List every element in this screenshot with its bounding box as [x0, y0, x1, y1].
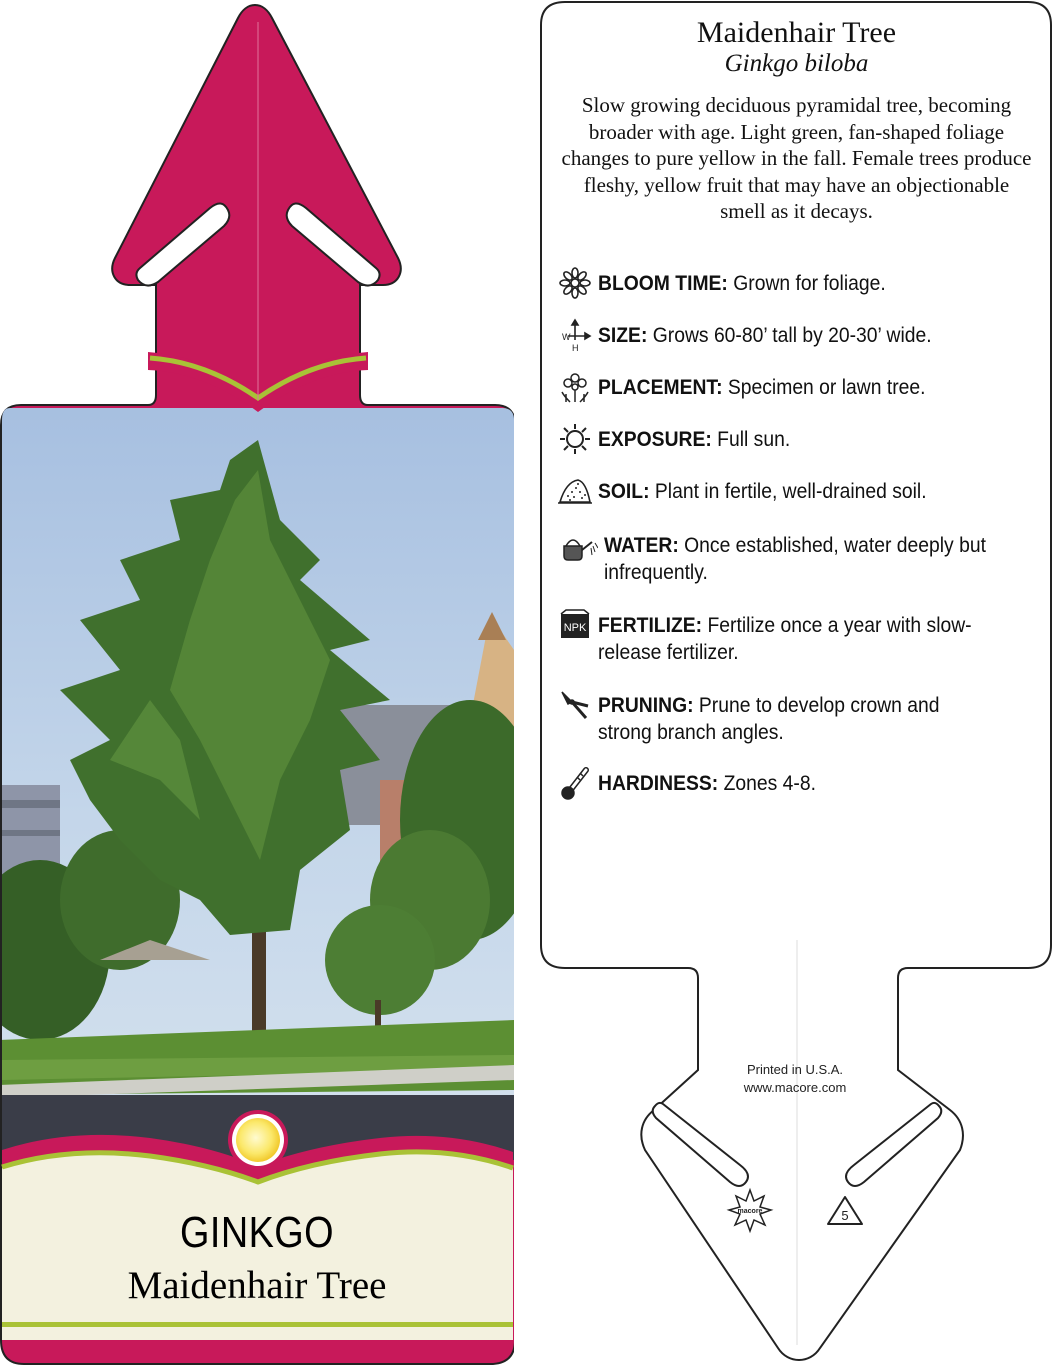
front-subtitle: Maidenhair Tree [127, 1264, 387, 1307]
care-label: FERTILIZE: [598, 614, 703, 637]
macore-logo-text: macore [737, 1208, 763, 1215]
npk-label: NPK [563, 622, 587, 634]
thermometer-icon [558, 766, 592, 800]
back-title: Maidenhair Tree [696, 16, 897, 49]
care-label: SIZE: [598, 324, 648, 347]
care-label: PLACEMENT: [598, 376, 723, 399]
care-text: Specimen or lawn tree. [727, 376, 926, 399]
care-text: Plant in fertile, well-drained soil. [654, 480, 927, 503]
pruners-icon [558, 688, 592, 722]
soil-mound-icon [558, 474, 592, 508]
scientific-name: Ginkgo biloba [724, 50, 869, 77]
sun-icon [558, 422, 592, 456]
care-label: PRUNING: [598, 694, 694, 717]
size-icon-h-label: H [572, 343, 579, 352]
plant-description: Slow growing deciduous pyramidal tree, becoming broader with age. Light green, fan-shaped foliage changes to pure yellow in the fall. Female trees produce fleshy, yellow fruit that may have an objectionable smell as it decays. [561, 93, 1032, 223]
care-label: EXPOSURE: [598, 428, 712, 451]
flower-icon [558, 266, 592, 300]
care-text: Fertilize once a year with slow-release fertilizer. [598, 614, 972, 664]
printed-in-usa: Printed in U.S.A. [746, 1062, 844, 1077]
size-arrows-icon [558, 318, 592, 352]
care-label: HARDINESS: [598, 772, 719, 795]
care-text: Zones 4-8. [723, 772, 816, 795]
care-label: SOIL: [598, 480, 650, 503]
care-text: Once established, water deeply but infrequently. [604, 534, 986, 584]
care-text: Grown for foliage. [733, 272, 886, 295]
care-text: Full sun. [717, 428, 791, 451]
size-icon-w-label: W [562, 332, 571, 342]
macore-url: www.macore.com [743, 1080, 847, 1095]
care-text: Prune to develop crown and strong branch angles. [598, 694, 940, 744]
care-label: BLOOM TIME: [598, 272, 728, 295]
watering-can-icon [558, 528, 598, 568]
care-label: WATER: [604, 534, 679, 557]
fertilizer-bag-icon [558, 608, 592, 642]
macore-logo-icon [729, 1190, 771, 1231]
placement-plants-icon [558, 370, 592, 404]
care-text: Grows 60-80’ tall by 20-30’ wide. [652, 324, 932, 347]
front-common-name: GINKGO [180, 1208, 334, 1257]
recycle-number: 5 [841, 1208, 849, 1223]
